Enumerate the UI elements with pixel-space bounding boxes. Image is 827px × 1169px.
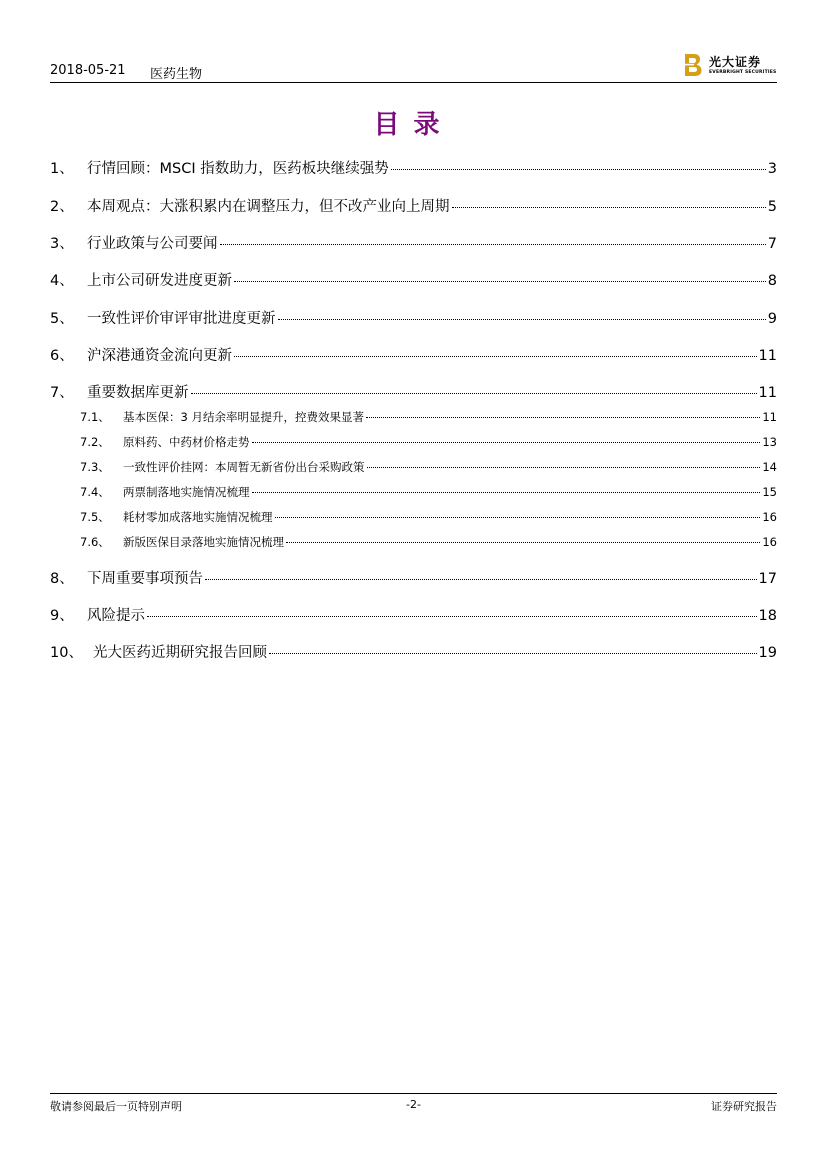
toc-subentry-number: 7.1、 (80, 410, 110, 424)
toc-entry-number: 4、 (50, 273, 74, 289)
toc-subentry[interactable] (80, 534, 777, 550)
toc-entry-text: 光大医药近期研究报告回顾 (93, 645, 267, 661)
toc-leader (275, 517, 761, 518)
toc-entry[interactable] (50, 641, 777, 662)
toc-leader (234, 281, 766, 282)
toc-subentry-text: 原料药、中药材价格走势 (123, 435, 250, 449)
toc-entry-text: 上市公司研发进度更新 (87, 273, 232, 289)
toc-leader (391, 169, 766, 170)
toc-subentry-text: 一致性评价挂网：本周暂无新省份出台采购政策 (123, 460, 365, 474)
toc-subentry-number: 7.5、 (80, 510, 110, 524)
toc-entry-page: 11 (758, 348, 777, 364)
toc-leader (205, 579, 757, 580)
toc-subentry-page: 15 (762, 485, 777, 499)
toc-entry-page: 19 (758, 645, 777, 661)
toc-entry[interactable] (50, 232, 777, 253)
toc-leader (452, 207, 766, 208)
footer-disclaimer: 敬请参阅最后一页特别声明 (50, 1100, 182, 1113)
toc-subentry-text: 基本医保：3 月结余率明显提升，控费效果显著 (123, 410, 364, 424)
toc-entry-number: 2、 (50, 199, 74, 215)
toc-subentry-text: 两票制落地实施情况梳理 (123, 485, 250, 499)
toc-leader (366, 417, 760, 418)
toc-entry-page: 11 (758, 385, 777, 401)
page-header (50, 63, 777, 83)
toc-entry-page: 3 (767, 161, 777, 177)
toc-entry[interactable] (50, 269, 777, 290)
toc-entry-text: 行情回顾：MSCI 指数助力，医药板块继续强势 (87, 161, 389, 177)
toc-entry-number: 1、 (50, 161, 74, 177)
logo-name-cn: 光大证券 (709, 55, 762, 69)
toc-entry-text: 本周观点：大涨积累内在调整压力，但不改产业向上周期 (87, 199, 450, 215)
toc-entry-text: 一致性评价审评审批进度更新 (87, 311, 276, 327)
toc-leader (252, 492, 761, 493)
toc-leader (147, 616, 757, 617)
toc-leader (191, 393, 757, 394)
toc-entry[interactable] (50, 307, 777, 328)
toc-entry-page: 9 (767, 311, 777, 327)
toc-entry[interactable] (50, 157, 777, 178)
toc-entry-number: 8、 (50, 571, 74, 587)
toc-title: 目录 (373, 110, 454, 140)
toc-subentry-text: 新版医保目录落地实施情况梳理 (123, 535, 284, 549)
toc-entry-number: 7、 (50, 385, 74, 401)
toc-entry-text: 行业政策与公司要闻 (87, 236, 218, 252)
toc-entry-number: 9、 (50, 608, 74, 624)
logo-mark-icon (683, 53, 703, 77)
report-date: 2018-05-21 (50, 63, 126, 78)
toc-leader (220, 244, 766, 245)
toc-entry-text: 下周重要事项预告 (87, 571, 203, 587)
footer-page-number: -2- (406, 1098, 421, 1111)
toc-entry-text: 重要数据库更新 (87, 385, 189, 401)
toc-subentry-text: 耗材零加成落地实施情况梳理 (123, 510, 273, 524)
toc-leader (367, 467, 761, 468)
toc-entry-page: 17 (758, 571, 777, 587)
toc-subentry-number: 7.4、 (80, 485, 110, 499)
toc-entry-page: 8 (767, 273, 777, 289)
toc-entry[interactable] (50, 604, 777, 625)
toc-entry[interactable] (50, 195, 777, 216)
toc-entry-number: 10、 (50, 645, 83, 661)
toc-entry[interactable] (50, 381, 777, 402)
footer-doc-type: 证券研究报告 (711, 1100, 777, 1113)
toc-entry-page: 18 (758, 608, 777, 624)
toc-subentry-number: 7.3、 (80, 460, 110, 474)
toc-entry-text: 风险提示 (87, 608, 145, 624)
toc-leader (234, 356, 757, 357)
toc-leader (269, 653, 757, 654)
toc-subentry-page: 13 (762, 435, 777, 449)
toc-subentry-number: 7.2、 (80, 435, 110, 449)
toc-entry-number: 5、 (50, 311, 74, 327)
toc-subentry-page: 16 (762, 535, 777, 549)
toc-entry-text: 沪深港通资金流向更新 (87, 348, 232, 364)
toc-subentry-number: 7.6、 (80, 535, 110, 549)
header-divider (50, 82, 777, 83)
toc-entry-number: 3、 (50, 236, 74, 252)
toc-subentry[interactable] (80, 459, 777, 475)
footer-divider (50, 1093, 777, 1094)
toc-subentry-page: 14 (762, 460, 777, 474)
logo-name-en: EVERBRIGHT SECURITIES (709, 70, 777, 75)
toc-entry-page: 7 (767, 236, 777, 252)
toc-subentry-page: 11 (762, 410, 777, 424)
toc-entry[interactable] (50, 567, 777, 588)
toc-subentry[interactable] (80, 484, 777, 500)
toc-subentry-page: 16 (762, 510, 777, 524)
toc-entry-number: 6、 (50, 348, 74, 364)
toc-entry-page: 5 (767, 199, 777, 215)
toc-subentry[interactable] (80, 409, 777, 425)
report-sector: 医药生物 (150, 67, 203, 82)
toc-subentry[interactable] (80, 434, 777, 450)
toc-leader (278, 319, 766, 320)
toc-subentry[interactable] (80, 509, 777, 525)
toc-leader (252, 442, 761, 443)
toc-leader (286, 542, 760, 543)
toc-entry[interactable] (50, 344, 777, 365)
company-logo (683, 52, 777, 80)
